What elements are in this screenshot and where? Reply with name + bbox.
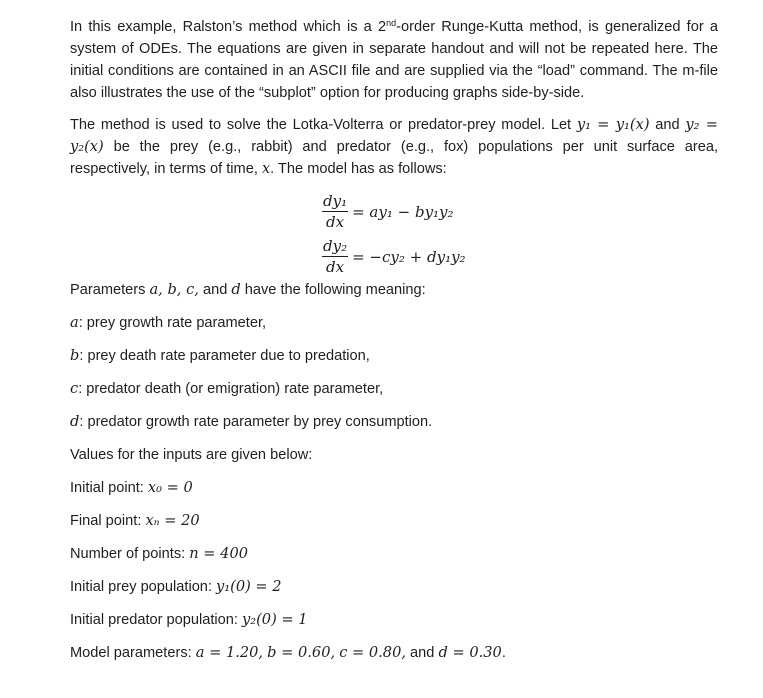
params-text-1: Parameters (70, 282, 150, 298)
input-label: Initial prey population: (70, 579, 217, 595)
input-expression: y₁(0) = 2 (216, 578, 282, 595)
input-expression: n = 400 (189, 545, 249, 562)
params-intro (70, 280, 426, 300)
fraction-numerator: dy₁ (323, 192, 348, 210)
model-paragraph (70, 114, 718, 180)
input-initial-point (70, 478, 193, 498)
math-y2: y₂ = y₂(x) (70, 116, 718, 155)
model-text-2: and (649, 117, 686, 133)
equation-block (70, 192, 718, 280)
derivative-fraction (322, 237, 348, 276)
params-text-3: have the following meaning: (240, 282, 426, 298)
model-text-4: . The model has as follows: (270, 161, 447, 177)
derivative-fraction (322, 192, 348, 231)
model-params-period: . (501, 645, 506, 661)
input-label: Number of points: (70, 546, 190, 562)
intro-text-2: -order Runge-Kutta method, is generalized for a system of ODEs. The equations are given in separate handout and will not be repeated here. The initial conditions are contained in an ASCII file and are supplied via the “load” command. The m-file also illustrates the use of the “subplot” option for producing graphs side-by-side. (70, 19, 718, 101)
input-expression: xₙ = 20 (145, 512, 200, 529)
params-text-2: and (198, 282, 232, 298)
input-initial-predator (70, 610, 308, 630)
input-expression: x₀ = 0 (147, 479, 193, 496)
param-a-value: a = 1.20, (195, 644, 264, 661)
param-b-value: b = 0.60, (267, 644, 336, 661)
definition-c (70, 379, 383, 399)
definition-symbol: b (70, 347, 80, 364)
definition-d (70, 412, 432, 432)
model-params-label: Model parameters: (70, 645, 196, 661)
model-params-and: and (406, 645, 439, 661)
fraction-denominator: dx (326, 258, 345, 276)
intro-text-1: In this example, Ralston’s method which is a 2 (70, 19, 387, 35)
model-text-1: The method is used to solve the Lotka-Volterra or predator-prey model. Let (70, 117, 577, 133)
equation-predator (322, 237, 466, 276)
document-page (70, 12, 718, 660)
input-final-point (70, 511, 200, 531)
input-label: Final point: (70, 513, 146, 529)
params-symbol-d: d (231, 281, 241, 298)
definition-symbol: d (70, 413, 80, 430)
parameters-section (70, 280, 718, 660)
fraction-denominator: dx (326, 213, 345, 231)
model-parameters-line (70, 643, 506, 663)
equation-prey (322, 192, 454, 231)
definition-text: : predator growth rate parameter by prey consumption. (79, 414, 433, 430)
definition-symbol: c (70, 380, 79, 397)
math-y1: y₁ = y₁(x) (576, 116, 650, 133)
params-symbols: a, b, c, (149, 281, 199, 298)
equation-rhs: = −cy₂ + dy₁y₂ (352, 247, 466, 266)
definition-text: : prey death rate parameter due to predation, (79, 348, 370, 364)
definition-a (70, 313, 266, 333)
input-initial-prey (70, 577, 282, 597)
definition-b (70, 346, 370, 366)
definition-symbol: a (70, 314, 79, 331)
ordinal-superscript: nd (386, 18, 397, 28)
fraction-numerator: dy₂ (323, 237, 348, 255)
input-label: Initial point: (70, 480, 148, 496)
input-expression: y₂(0) = 1 (242, 611, 308, 628)
input-label: Initial predator population: (70, 612, 242, 628)
equation-rhs: = ay₁ − by₁y₂ (352, 202, 454, 221)
input-number-of-points (70, 544, 248, 564)
definition-text: : predator death (or emigration) rate parameter, (78, 381, 384, 397)
param-c-value: c = 0.80, (339, 644, 406, 661)
definition-text: : prey growth rate parameter, (78, 315, 267, 331)
intro-paragraph (70, 12, 718, 104)
values-intro: Values for the inputs are given below: (70, 447, 313, 463)
param-d-value: d = 0.30 (438, 644, 502, 661)
math-x: x (261, 160, 271, 177)
model-text-3: be the prey (e.g., rabbit) and predator (e.g., fox) populations per unit surface area, respectively, in terms of time, (70, 139, 718, 177)
